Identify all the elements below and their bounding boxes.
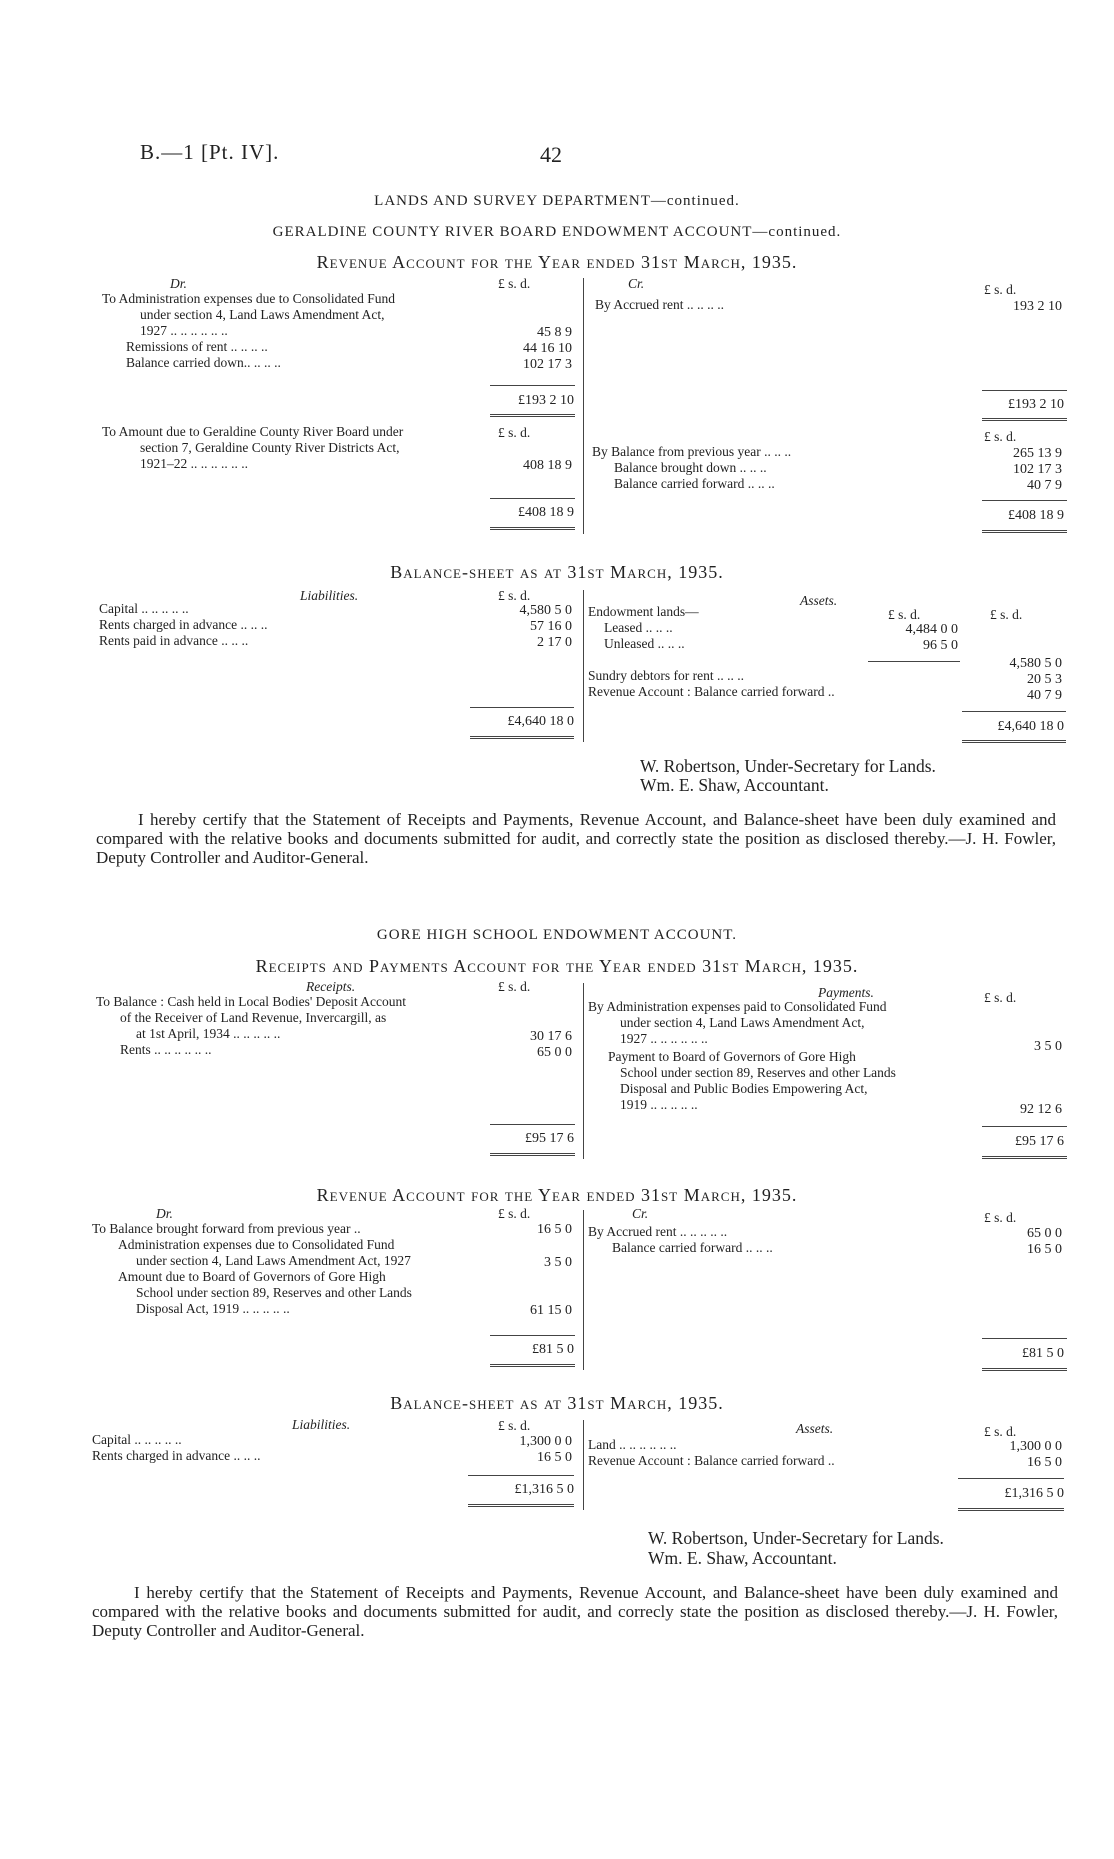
amount: 4,580 5 0 xyxy=(1009,656,1062,671)
cr-line: Balance carried forward .. .. .. xyxy=(614,476,775,491)
asset-line: Sundry debtors for rent .. .. .. xyxy=(588,668,744,683)
liability-line: Rents charged in advance .. .. .. xyxy=(92,1448,261,1463)
assets-label: Assets. xyxy=(796,1421,834,1436)
signature-robertson: W. Robertson, Under-Secretary for Lands. xyxy=(640,756,936,776)
assets-label: Assets. xyxy=(800,593,838,608)
dr-line: under section 4, Land Laws Amendment Act, 1927 xyxy=(136,1253,411,1268)
receipts-label: Receipts. xyxy=(306,979,356,994)
total: £4,640 18 0 xyxy=(507,714,574,729)
receipt-line: of the Receiver of Land Revenue, Invercargill, as xyxy=(120,1010,387,1025)
amount: 57 16 0 xyxy=(530,619,572,634)
total: £408 18 9 xyxy=(518,505,574,520)
total: £193 2 10 xyxy=(518,393,574,408)
amount: 4,580 5 0 xyxy=(519,603,572,618)
lsd-header: £ s. d. xyxy=(498,276,531,291)
asset-line: Revenue Account : Balance carried forward .. xyxy=(588,1453,835,1468)
amount: 16 5 0 xyxy=(537,1222,572,1237)
liability-line: Rents paid in advance .. .. .. xyxy=(99,633,249,648)
lsd-header: £ s. d. xyxy=(498,425,531,440)
geraldine-balance-title: Balance-sheet as at 31st March, 1935. xyxy=(390,562,724,582)
gore-title: GORE HIGH SCHOOL ENDOWMENT ACCOUNT. xyxy=(376,927,738,943)
dr-line: School under section 89, Reserves and other Lands xyxy=(136,1285,412,1300)
amount: 40 7 9 xyxy=(1027,688,1062,703)
asset-line: Unleased .. .. .. xyxy=(604,636,685,651)
liability-line: Capital .. .. .. .. .. xyxy=(92,1432,182,1447)
payment-line: Disposal and Public Bodies Empowering Act, xyxy=(620,1081,868,1096)
lsd-header: £ s. d. xyxy=(984,990,1017,1005)
payments-label: Payments. xyxy=(818,985,874,1000)
asset-line: Revenue Account : Balance carried forward .. xyxy=(588,684,835,699)
amount: 20 5 3 xyxy=(1027,672,1062,687)
total: £81 5 0 xyxy=(1022,1346,1064,1361)
amount: 102 17 3 xyxy=(1013,462,1062,477)
lsd-header: £ s. d. xyxy=(984,1424,1017,1439)
total: £95 17 6 xyxy=(525,1131,574,1146)
receipt-line: To Balance : Cash held in Local Bodies' Deposit Account xyxy=(96,994,407,1009)
amount: 44 16 10 xyxy=(523,341,572,356)
dr-line: section 7, Geraldine County River Districts Act, xyxy=(140,440,400,455)
cr-label: Cr. xyxy=(628,276,645,291)
signature-robertson: W. Robertson, Under-Secretary for Lands. xyxy=(648,1528,944,1548)
payment-line: By Administration expenses paid to Consolidated Fund xyxy=(588,999,887,1014)
cr-line: By Accrued rent .. .. .. .. .. xyxy=(588,1224,728,1239)
payment-line: Payment to Board of Governors of Gore High xyxy=(608,1049,856,1064)
cr-line: By Accrued rent .. .. .. .. xyxy=(595,297,724,312)
lsd-header: £ s. d. xyxy=(984,282,1017,297)
total: £193 2 10 xyxy=(1008,397,1064,412)
receipt-line: Rents .. .. .. .. .. .. xyxy=(120,1042,212,1057)
lsd-header: £ s. d. xyxy=(498,1206,531,1221)
amount: 3 5 0 xyxy=(1034,1039,1062,1054)
payment-line: School under section 89, Reserves and other Lands xyxy=(620,1065,896,1080)
amount: 65 0 0 xyxy=(537,1045,572,1060)
liability-line: Rents charged in advance .. .. .. xyxy=(99,617,268,632)
signature-shaw: Wm. E. Shaw, Accountant. xyxy=(648,1548,837,1568)
amount: 3 5 0 xyxy=(544,1255,572,1270)
amount: 1,300 0 0 xyxy=(1009,1439,1062,1454)
asset-line: Endowment lands— xyxy=(588,604,699,619)
amount: 61 15 0 xyxy=(530,1303,572,1318)
amount: 45 8 9 xyxy=(537,325,572,340)
signature-shaw: Wm. E. Shaw, Accountant. xyxy=(640,775,829,795)
payment-line: 1919 .. .. .. .. .. xyxy=(620,1097,698,1112)
dr-line: Administration expenses due to Consolidated Fund xyxy=(118,1237,395,1252)
cr-line: By Balance from previous year .. .. .. xyxy=(592,444,792,459)
amount: 16 5 0 xyxy=(537,1450,572,1465)
dr-line: To Administration expenses due to Consolidated Fund xyxy=(102,291,396,306)
dr-line: Remissions of rent .. .. .. .. xyxy=(126,339,268,354)
total: £1,316 5 0 xyxy=(514,1482,574,1497)
geraldine-certificate: I hereby certify that the Statement of Receipts and Payments, Revenue Account, and Balance-sheet have been duly examined and compared with the relative books and documents submitted for audit, and correctly state the position as disclosed thereby.—J. H. Fowler, Deputy Controller and Auditor-General. xyxy=(96,810,1056,867)
total: £1,316 5 0 xyxy=(1004,1486,1064,1501)
amount: 30 17 6 xyxy=(530,1029,572,1044)
dr-line: Disposal Act, 1919 .. .. .. .. .. xyxy=(136,1301,290,1316)
total: £4,640 18 0 xyxy=(997,719,1064,734)
receipt-line: at 1st April, 1934 .. .. .. .. .. xyxy=(136,1026,281,1041)
lsd-header: £ s. d. xyxy=(888,607,921,622)
liabilities-label: Liabilities. xyxy=(300,588,359,603)
amount: 1,300 0 0 xyxy=(519,1434,572,1449)
amount: 96 5 0 xyxy=(923,638,958,653)
dr-line: To Amount due to Geraldine County River Board under xyxy=(102,424,404,439)
amount: 193 2 10 xyxy=(1013,299,1062,314)
total: £408 18 9 xyxy=(1008,508,1064,523)
gore-certificate: I hereby certify that the Statement of Receipts and Payments, Revenue Account, and Balance-sheet have been duly examined and compared with the relative books and documents submitted for audit, and correcly state the position as disclosed thereby.—J. H. Fowler, Deputy Controller and Auditor-General. xyxy=(92,1583,1058,1640)
amount: 65 0 0 xyxy=(1027,1226,1062,1241)
lsd-header: £ s. d. xyxy=(498,979,531,994)
payment-line: 1927 .. .. .. .. .. .. xyxy=(620,1031,708,1046)
amount: 92 12 6 xyxy=(1020,1102,1062,1117)
lsd-header: £ s. d. xyxy=(984,429,1017,444)
dr-line: under section 4, Land Laws Amendment Act, xyxy=(140,307,385,322)
gore-receipts-title: Receipts and Payments Account for the Year ended 31st March, 1935. xyxy=(255,956,859,976)
dr-label: Dr. xyxy=(170,276,187,291)
asset-line: Leased .. .. .. xyxy=(604,620,673,635)
lsd-header: £ s. d. xyxy=(498,1418,531,1433)
lsd-header: £ s. d. xyxy=(984,1210,1017,1225)
amount: 408 18 9 xyxy=(523,458,572,473)
department-title: LANDS AND SURVEY DEPARTMENT—continued. xyxy=(374,193,740,209)
lsd-header: £ s. d. xyxy=(990,607,1023,622)
amount: 102 17 3 xyxy=(523,357,572,372)
liabilities-label: Liabilities. xyxy=(292,1417,351,1432)
geraldine-title: GERALDINE COUNTY RIVER BOARD ENDOWMENT ACCOUNT—continued. xyxy=(272,224,842,240)
dr-line: Amount due to Board of Governors of Gore High xyxy=(118,1269,386,1284)
document-reference: B.—1 [Pt. IV]. xyxy=(140,140,280,164)
dr-line: To Balance brought forward from previous year .. xyxy=(92,1221,361,1236)
amount: 265 13 9 xyxy=(1013,446,1062,461)
cr-line: Balance brought down .. .. .. xyxy=(614,460,767,475)
amount: 40 7 9 xyxy=(1027,478,1062,493)
amount: 4,484 0 0 xyxy=(905,622,958,637)
dr-line: 1921–22 .. .. .. .. .. .. xyxy=(140,456,248,471)
cr-label: Cr. xyxy=(632,1206,649,1221)
gore-balance-title: Balance-sheet as at 31st March, 1935. xyxy=(390,1393,724,1413)
amount: 16 5 0 xyxy=(1027,1242,1062,1257)
dr-line: Balance carried down.. .. .. .. xyxy=(126,355,281,370)
total: £81 5 0 xyxy=(532,1342,574,1357)
gore-revenue-title: Revenue Account for the Year ended 31st March, 1935. xyxy=(316,1185,798,1205)
dr-line: 1927 .. .. .. .. .. .. xyxy=(140,323,228,338)
cr-line: Balance carried forward .. .. .. xyxy=(612,1240,773,1255)
amount: 16 5 0 xyxy=(1027,1455,1062,1470)
page-number: 42 xyxy=(540,142,562,167)
asset-line: Land .. .. .. .. .. .. xyxy=(588,1437,677,1452)
amount: 2 17 0 xyxy=(537,635,572,650)
geraldine-revenue-title: Revenue Account for the Year ended 31st March, 1935. xyxy=(316,252,798,272)
payment-line: under section 4, Land Laws Amendment Act, xyxy=(620,1015,865,1030)
liability-line: Capital .. .. .. .. .. xyxy=(99,601,189,616)
total: £95 17 6 xyxy=(1015,1134,1064,1149)
lsd-header: £ s. d. xyxy=(498,588,531,603)
dr-label: Dr. xyxy=(156,1206,173,1221)
